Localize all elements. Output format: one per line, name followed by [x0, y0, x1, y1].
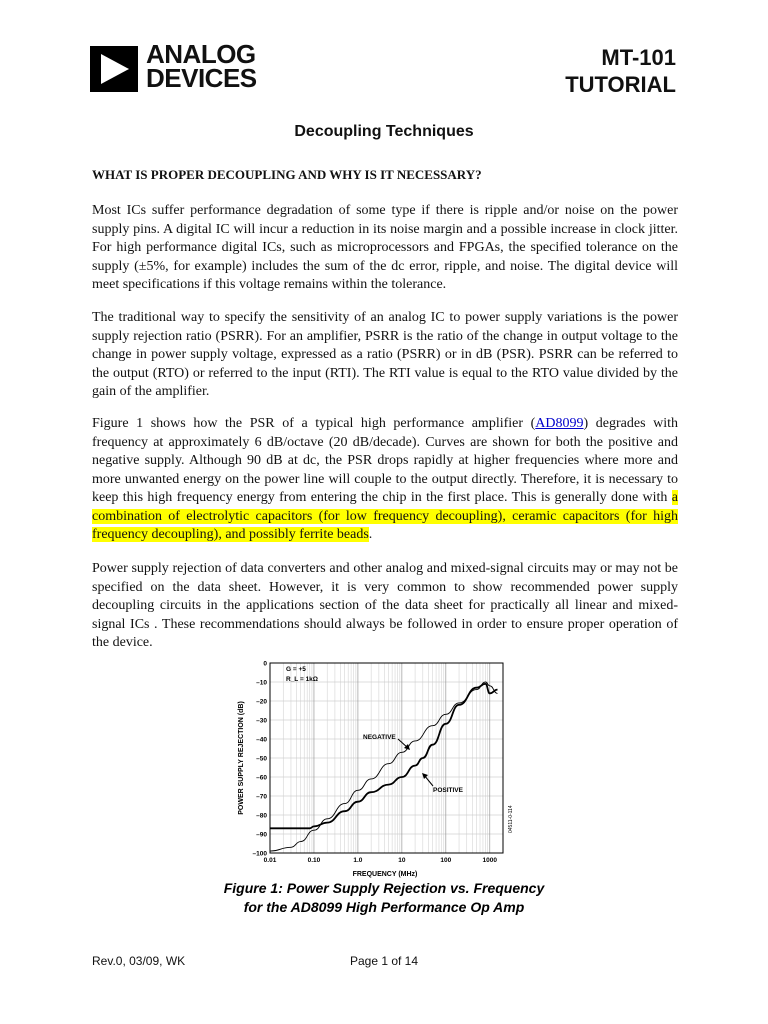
paragraph-1: Most ICs suffer performance degradation of some type if there is ripple and/or noise on the power supply pins. A digital IC will incur a reduction in its noise margin and a possible increase in clock jitter. For high performance digital ICs, such as microprocessors and FPGAs, the specified tolerance on the supply (±5%, for example) includes the sum of the dc error, ripple, and noise. The digital device will meet specifications if this voltage remains within the tolerance.: [92, 203, 678, 292]
section-heading: WHAT IS PROPER DECOUPLING AND WHY IS IT NECESSARY?: [92, 167, 482, 182]
figure-caption-line-2: for the AD8099 High Performance Op Amp: [243, 899, 525, 915]
figure-caption-line-1: Figure 1: Power Supply Rejection vs. Frequency: [223, 880, 545, 896]
logo-wordmark: [146, 39, 257, 93]
figure-caption: [0, 879, 768, 917]
paragraph-4: Power supply rejection of data converters and other analog and mixed-signal circuits may or may not be specified on the data sheet. However, it is very common to show recommended power supply decoupling circuits in the applications section of the data sheet for practically all linear and mixed-signal ICs . These recommendations should always be followed in order to ensure proper operation of the device.: [92, 561, 678, 650]
paragraph-2: The traditional way to specify the sensitivity of an analog IC to power supply variations is the power supply rejection ratio (PSRR). For an amplifier, PSRR is the ratio of the change in output voltage to the change in power supply voltage, expressed as a ratio (PSRR) or in dB (PSR). PSRR can be referred to the output (RTO) or referred to the input (RTI). The RTI value is equal to the RTO value divided by the gain of the amplifier.: [92, 310, 678, 399]
x-axis-label: FREQUENCY (MHz): [352, 871, 418, 878]
paragraph-3-text-a: Figure 1 shows how the PSR of a typical high performance amplifier (: [92, 416, 536, 431]
paragraph-3-text-b: ) degrades with frequency at approximately 6 dB/octave (20 dB/decade). Curves are shown for both the positive and negative supply. Although 90 dB at dc, the PSR drops rapidly at higher frequencies where more and more unwanted energy on the power line will couple to the output directly. Therefore, it is necessary to keep this high frequency energy from entering the chip in the first place. This is generally done with: [92, 416, 678, 505]
y-tick-label: 0: [263, 660, 267, 668]
analog-devices-logo: [90, 39, 260, 94]
positive-series-label: POSITIVE: [433, 787, 463, 794]
x-tick-label: 1000: [482, 857, 498, 864]
psr-chart-svg: [230, 655, 520, 880]
ad8099-link[interactable]: AD8099: [535, 416, 584, 431]
x-tick-label: 1.0: [353, 857, 363, 864]
y-tick-label: –90: [256, 831, 267, 839]
triangle-logo-icon: [90, 46, 138, 92]
logo-line-2: DEVICES: [146, 63, 257, 93]
paragraph-3-text-end: .: [368, 527, 373, 542]
y-tick-label: –30: [256, 717, 267, 725]
paragraph-3: [92, 415, 678, 545]
condition-load: R_L = 1kΩ: [286, 676, 319, 683]
doc-number: MT-101: [601, 45, 676, 70]
y-tick-label: –50: [256, 755, 267, 763]
page-title: Decoupling Techniques: [294, 123, 474, 140]
x-tick-label: 0.01: [263, 857, 277, 864]
psr-chart: [230, 655, 520, 880]
document-id: [565, 44, 676, 98]
y-tick-label: –70: [256, 793, 267, 801]
negative-series-label: NEGATIVE: [363, 734, 396, 741]
y-tick-label: –100: [252, 850, 267, 858]
y-tick-label: –40: [256, 736, 267, 744]
x-tick-label: 100: [440, 857, 452, 864]
figure-side-code: 04511-0-114: [508, 805, 514, 833]
revision-info: Rev.0, 03/09, WK: [92, 954, 186, 968]
doc-type: TUTORIAL: [565, 72, 676, 97]
y-tick-label: –20: [256, 698, 267, 706]
highlighted-text: a combination of electrolytic capacitors (for low frequency decoupling), ceramic capacitors (for high frequency decoupling), and possibly ferrite beads: [92, 490, 678, 542]
page-number: Page 1 of 14: [349, 954, 419, 968]
y-tick-label: –10: [256, 679, 267, 687]
x-tick-label: 10: [398, 857, 406, 864]
x-tick-label: 0.10: [307, 857, 321, 864]
condition-gain: G = +5: [286, 666, 306, 673]
y-tick-label: –80: [256, 812, 267, 820]
logo-line-1: ANALOG: [146, 39, 256, 69]
y-axis-label: POWER SUPPLY REJECTION (dB): [238, 701, 245, 815]
y-tick-label: –60: [256, 774, 267, 782]
